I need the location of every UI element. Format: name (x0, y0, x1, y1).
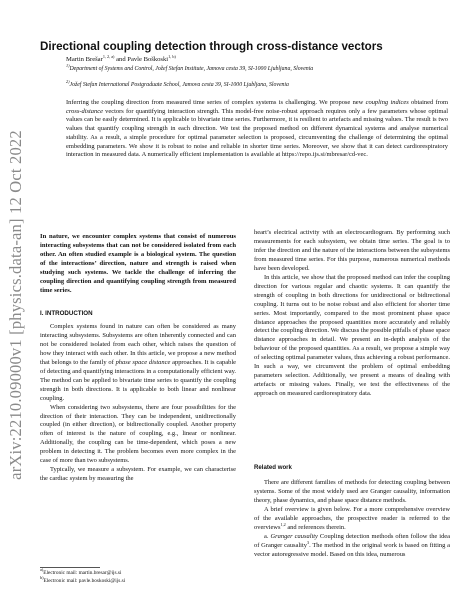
subsection-heading-related-work: Related work (254, 464, 292, 471)
related-work-body (254, 479, 450, 560)
paragraph-text: A brief overview is given below. For a more comprehensive overview of the available approaches, the prospective reader is referred to the overviews (254, 505, 450, 531)
footnote-mark: b) (40, 574, 44, 580)
abstract-text-1: Inferring the coupling direction from measured time series of complex systems is challenging. We propose new (66, 99, 366, 106)
author-line (66, 53, 176, 63)
abstract-text-2: obtained from (408, 99, 449, 106)
footnote-1 (40, 567, 125, 578)
footnotes (40, 567, 126, 585)
footnote-text: Electronic mail: pavle.boskoski@ijs.si (43, 577, 126, 584)
abstract-emphasis-1: coupling indices (365, 99, 409, 106)
paragraph-label: a. (264, 532, 271, 540)
footnote-mark: a) (40, 567, 44, 573)
paragraph-text: Coupling detection methods often follow the idea of Granger causality (254, 532, 451, 549)
affiliation-1-text: Department of Systems and Control, Jožef Stefan Institute, Jamova cesta 39, SI-1000 Ljubljana, Slovenia (69, 66, 314, 72)
lead-paragraph: In nature, we encounter complex systems that consist of numerous interacting subsystems that can not be considered isolated from each other. An often studied example is a biological system. The question of the interactions’ direction, nature and strength is raised when studying such systems. We tackle the challenge of inferring the coupling direction and quantifying coupling strength from measured time series. (40, 233, 236, 295)
footnote-2 (40, 574, 126, 586)
body-paragraph: heart’s electrical activity with an electrocardiogram. By performing such measurements for each subsystem, we obtain time series. The goal is to infer the direction and the nature of the interactions between the subsystems from measured time series. For this purpose, numerous numerical methods have been developed. (254, 229, 450, 272)
affiliation-2 (66, 81, 396, 89)
paragraph-text: approaches. It is capable of detecting and quantifying interactions in a computationally efficient way. The method can be applied to bivariate time series to quantify the coupling strength in both directions. It is applicable to both linear and nonlinear coupling. (40, 358, 236, 402)
citation-mark: 1,2 (280, 521, 286, 527)
citation-mark: 3 (306, 539, 310, 545)
body-paragraph (40, 404, 236, 467)
paragraph-text: When considering two subsystems, there are four possibilities for the direction of their interaction. They can be independent, unidirectionally coupled (in either direction), or bidirectionally coupled. Another property often of interest is the nature of coupling, e.g., linear or nonlinear. Additionally, the coupling can be time-dependent, which poses a new problem in detecting it. The problem becomes even more complex in the case of more than two subsystems. (40, 403, 236, 465)
footnote-divider (40, 567, 100, 568)
affiliation-2-number: 2) (66, 79, 70, 85)
body-paragraph: There are different families of methods for detecting coupling between systems. Some of the most widely used are Granger causality, information theory, phase dynamics, and phase space distance methods. (254, 479, 450, 504)
paragraph-text: Complex systems found in nature can often be considered as many interacting subsystems. Subsystems are often inherently connected and can not be considered isolated from each other, which raises the question of how they interact with each other. In this article, we propose a new method that belongs to the family of (40, 323, 236, 366)
affiliation-1-number: 1) (66, 63, 70, 69)
body-paragraph (254, 533, 450, 560)
body-paragraph (40, 323, 236, 404)
paragraph-emphasis: Granger causality (270, 532, 318, 540)
body-paragraph (254, 506, 450, 533)
author-1-affil-mark: 1, 2, a) (102, 53, 115, 59)
body-paragraph (40, 466, 236, 484)
paragraph-emphasis: phase space distance (115, 358, 171, 366)
left-column-body (40, 323, 236, 484)
abstract-emphasis-2: cross-distance (66, 107, 103, 115)
body-paragraph: In this article, we show that the proposed method can infer the coupling direction for various regular and chaotic systems. It can quantify the strength of coupling in both directions for unidirectional or bidirectional coupling. It turns out to be noise robust and also efficient for shorter time series. Most importantly, compared to the most prominent phase space distance approaches the proposed quantities more accurately and reliably detect the coupling direction. We discuss the possible pitfalls of phase space distance approaches in detail. We present an in-depth analysis of the behaviour of the proposed quantities. As a result, we propose a simple way of selecting optimal parameter values, thus achieving a robust performance. In such a way, we circumvent the problem of optimal embedding parameters selection. Additionally, we present a means of dealing with artefacts or missing values. Finally, we test the effectiveness of the approach on measured cardiorespiratory data. (254, 273, 451, 398)
abstract-text-3: vectors for quantifying interaction strength. This model-free noise-robust approach requires only a few parameters whose optimal values can be easily determined. It is applicable to bivariate time series. Furthermore, it is resilient to artefacts and missing values. The result is two values that quantify coupling strength in each direction. We test the proposed method on different dynamical systems and analyse numerical stability. As a result, a simple procedure for optimal parameter selection is proposed, circumventing the challenge of determining the optimal embedding parameters. We show it is robust to noise and reliable in shorter time series. Moreover, we show that it can detect cardiorespiratory interaction in measured data. A numerically efficient implementation is available at https://repo.ijs.si/mbresar/cd-vec. (66, 107, 448, 159)
paragraph-text: . The method in the original work is based on fitting a vector autoregressive model. Based on this idea, numerous (254, 541, 450, 558)
author-1: Martin Brešar (66, 56, 103, 63)
right-column-body (254, 229, 450, 399)
paper-title: Directional coupling detection through cross-distance vectors (40, 40, 383, 53)
section-heading-introduction: I. INTRODUCTION (40, 310, 93, 317)
paragraph-text: Typically, we measure a subsystem. For example, we can characterise the cardiac system by measuring the (40, 466, 236, 483)
arxiv-identifier-text: arXiv:2210.09000v1 [physics.data-an] 12 Oct 2022 (6, 130, 25, 480)
arxiv-identifier-stamp (5, 130, 27, 480)
affiliation-1 (66, 65, 396, 73)
abstract (66, 99, 448, 160)
footnote-text: Electronic mail: martin.bresar@ijs.si (43, 570, 122, 576)
author-2-affil-mark: 1, b) (168, 53, 176, 59)
paragraph-text: and references therein. (285, 523, 346, 531)
affiliation-2-text: Jožef Stefan International Postgraduate School, Jamova cesta 39, SI-1000 Ljubljana, Slovenia (69, 82, 289, 88)
author-2: and Pavle Boškoski (114, 56, 169, 63)
